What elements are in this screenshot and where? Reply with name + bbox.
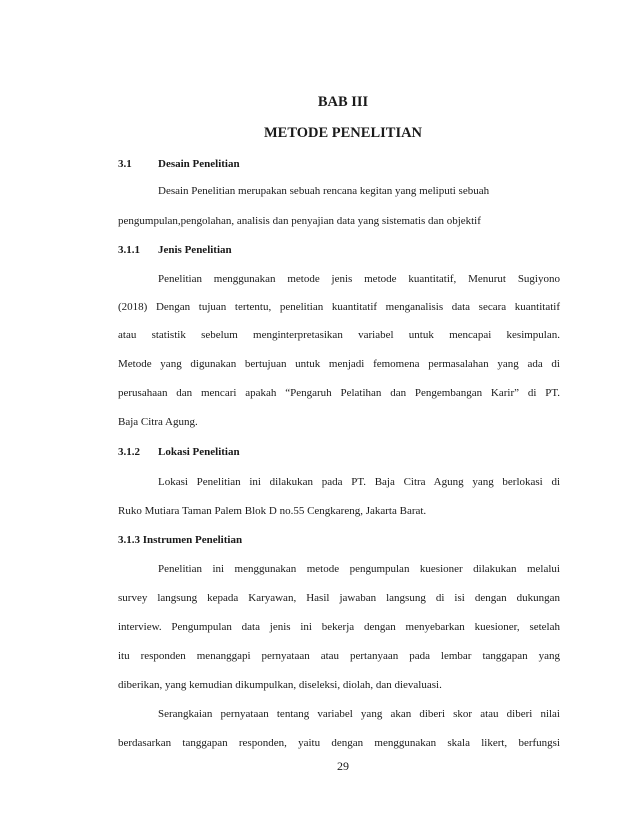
paragraph-line: pengumpulan,pengolahan, analisis dan penyajian data yang sistematis dan objektif — [118, 215, 481, 227]
paragraph-line: survey langsung kepada Karyawan, Hasil jawaban langsung di isi dengan dukungan — [118, 592, 560, 604]
section-number: 3.1.1 — [118, 244, 140, 256]
section-heading-3-1-3: 3.1.3 Instrumen Penelitian — [118, 534, 243, 546]
paragraph-line: diberikan, yang kemudian dikumpulkan, diseleksi, diolah, dan dievaluasi. — [118, 679, 442, 691]
chapter-label: BAB III — [317, 94, 369, 110]
paragraph-line: Penelitian menggunakan metode jenis metode kuantitatif, Menurut Sugiyono — [158, 273, 560, 285]
paragraph-line: Penelitian ini menggunakan metode pengumpulan kuesioner dilakukan melalui — [158, 563, 560, 575]
section-title: Desain Penelitian — [158, 158, 240, 170]
paragraph-line: perusahaan dan mencari apakah “Pengaruh Pelatihan dan Pengembangan Karir” di PT. — [118, 387, 560, 399]
paragraph-line: interview. Pengumpulan data jenis ini bekerja dengan menyebarkan kuesioner, setelah — [118, 621, 560, 633]
page-number: 29 — [337, 759, 349, 773]
paragraph-line: (2018) Dengan tujuan tertentu, penelitian kuantitatif menganalisis data secara kuantitatif — [118, 301, 560, 313]
section-heading-3-1-1 — [118, 244, 232, 256]
paragraph-line: Baja Citra Agung. — [118, 416, 198, 428]
section-title: Jenis Penelitian — [158, 244, 232, 256]
section-title: Lokasi Penelitian — [158, 446, 240, 458]
chapter-title: METODE PENELITIAN — [263, 125, 423, 141]
section-number: 3.1 — [118, 158, 132, 170]
section-number: 3.1.2 — [118, 446, 140, 458]
paragraph-line: Metode yang digunakan bertujuan untuk menjadi femomena permasalahan yang ada di — [118, 358, 560, 370]
paragraph-line: Desain Penelitian merupakan sebuah rencana kegitan yang meliputi sebuah — [158, 185, 490, 197]
paragraph-line: Serangkaian pernyataan tentang variabel yang akan diberi skor atau diberi nilai — [158, 708, 560, 720]
section-heading-3-1-2 — [118, 446, 240, 458]
paragraph-line: Lokasi Penelitian ini dilakukan pada PT. Baja Citra Agung yang berlokasi di — [158, 476, 560, 488]
paragraph-line: atau statistik sebelum menginterpretasikan variabel untuk mencapai kesimpulan. — [118, 329, 560, 341]
paragraph-line: Ruko Mutiara Taman Palem Blok D no.55 Cengkareng, Jakarta Barat. — [118, 505, 427, 517]
paragraph-line: berdasarkan tanggapan responden, yaitu dengan menggunakan skala likert, berfungsi — [118, 737, 560, 749]
section-heading-3-1 — [118, 158, 240, 170]
paragraph-line: itu responden menanggapi pernyataan atau pertanyaan pada lembar tanggapan yang — [118, 650, 560, 662]
